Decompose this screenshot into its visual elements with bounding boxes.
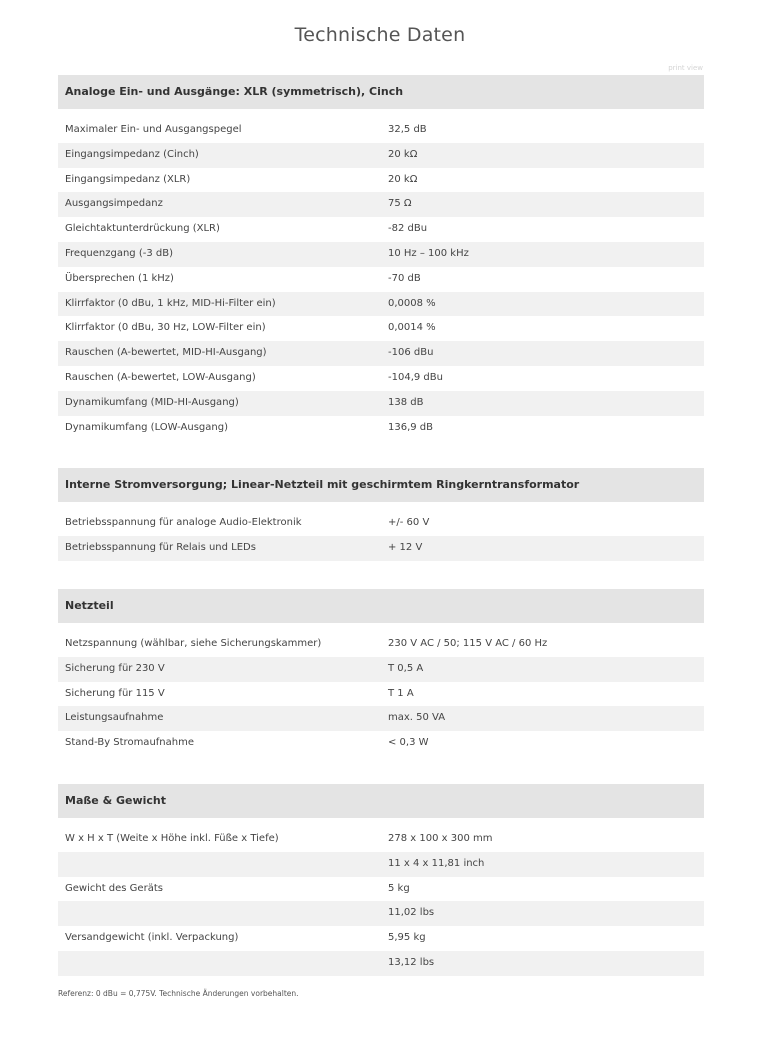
section-header: Netzteil <box>58 589 704 623</box>
table-row <box>58 657 704 682</box>
spec-value: 230 V AC / 50; 115 V AC / 60 Hz <box>388 637 548 649</box>
spec-value: 138 dB <box>388 396 424 408</box>
table-row <box>58 682 704 707</box>
spec-value: 32,5 dB <box>388 124 427 135</box>
spec-value: 278 x 100 x 300 mm <box>388 832 493 844</box>
spec-value: T 1 A <box>388 687 414 699</box>
table-row <box>58 316 704 341</box>
spec-label: Leistungsaufnahme <box>65 712 164 724</box>
section-header: Analoge Ein- und Ausgänge: XLR (symmetrisch), Cinch <box>58 75 704 109</box>
spec-value: 136,9 dB <box>388 421 434 433</box>
spec-value: 75 Ω <box>388 198 412 210</box>
spec-value: 20 kΩ <box>388 173 418 185</box>
spec-label: Ausgangsimpedanz <box>65 198 163 210</box>
spec-label: Eingangsimpedanz (XLR) <box>65 173 191 185</box>
spec-label: W x H x T (Weite x Höhe inkl. Füße x Tiefe) <box>65 832 279 844</box>
spec-label: Frequenzgang (-3 dB) <box>65 247 173 259</box>
table-row <box>58 877 704 902</box>
print-view-mark: print view <box>668 64 703 72</box>
spec-label: Sicherung für 230 V <box>65 662 165 674</box>
spec-value: max. 50 VA <box>388 712 446 724</box>
spec-value: < 0,3 W <box>388 737 429 749</box>
spec-label <box>58 852 381 877</box>
spec-value: 5,95 kg <box>388 932 426 944</box>
spec-section <box>58 468 704 561</box>
spec-value: -104,9 dBu <box>388 371 443 383</box>
spec-label: Betriebsspannung für analoge Audio-Elektronik <box>65 517 302 529</box>
footnote: Referenz: 0 dBu = 0,775V. Technische Änderungen vorbehalten. <box>58 989 299 998</box>
spec-value: 10 Hz – 100 kHz <box>388 247 469 259</box>
table-row <box>58 391 704 416</box>
page-title: Technische Daten <box>294 24 466 46</box>
table-row <box>58 217 704 242</box>
table-row <box>58 118 704 143</box>
table-row <box>58 242 704 267</box>
spec-value: -82 dBu <box>388 223 428 235</box>
spec-value: 11,02 lbs <box>388 907 435 919</box>
table-row <box>58 366 704 391</box>
spec-label: Rauschen (A-bewertet, MID-HI-Ausgang) <box>65 347 267 359</box>
spec-label: Stand-By Stromaufnahme <box>65 737 194 749</box>
table-row <box>58 706 704 731</box>
table-row <box>58 168 704 193</box>
table-row <box>58 632 704 657</box>
spec-label: Sicherung für 115 V <box>65 687 165 699</box>
spec-label: Klirrfaktor (0 dBu, 30 Hz, LOW-Filter ein) <box>65 322 266 334</box>
spec-value: 11 x 4 x 11,81 inch <box>388 857 485 869</box>
spec-label: Rauschen (A-bewertet, LOW-Ausgang) <box>65 371 256 383</box>
spec-value: +/- 60 V <box>388 517 430 529</box>
spec-section <box>58 75 704 440</box>
table-row <box>58 143 704 168</box>
spec-label: Versandgewicht (inkl. Verpackung) <box>65 932 239 944</box>
spec-value: 0,0014 % <box>388 322 436 334</box>
section-header: Maße & Gewicht <box>58 784 704 818</box>
table-row <box>58 536 704 561</box>
spec-label: Dynamikumfang (LOW-Ausgang) <box>65 421 228 433</box>
spec-section <box>58 589 704 756</box>
spec-section <box>58 784 704 976</box>
spec-value: 0,0008 % <box>388 297 436 309</box>
spec-table <box>58 632 704 756</box>
spec-label <box>58 901 381 926</box>
spec-label: Maximaler Ein- und Ausgangspegel <box>65 124 242 135</box>
table-row <box>58 416 704 441</box>
spec-table <box>58 827 704 976</box>
spec-label: Klirrfaktor (0 dBu, 1 kHz, MID-Hi-Filter ein) <box>65 297 276 309</box>
table-row <box>58 341 704 366</box>
spec-label: Gewicht des Geräts <box>65 882 163 894</box>
table-row <box>58 852 704 877</box>
table-row <box>58 827 704 852</box>
spec-label <box>58 951 381 976</box>
spec-label: Netzspannung (wählbar, siehe Sicherungskammer) <box>65 637 322 649</box>
spec-value: -106 dBu <box>388 347 434 359</box>
spec-label: Übersprechen (1 kHz) <box>65 272 174 284</box>
spec-value: 13,12 lbs <box>388 956 435 968</box>
spec-label: Eingangsimpedanz (Cinch) <box>65 148 199 160</box>
table-row <box>58 926 704 951</box>
table-row <box>58 292 704 317</box>
table-row <box>58 731 704 756</box>
spec-table <box>58 118 704 440</box>
table-row <box>58 192 704 217</box>
spec-value: T 0,5 A <box>388 662 424 674</box>
table-row <box>58 267 704 292</box>
spec-label: Dynamikumfang (MID-HI-Ausgang) <box>65 396 239 408</box>
table-row <box>58 901 704 926</box>
spec-table <box>58 511 704 561</box>
spec-label: Betriebsspannung für Relais und LEDs <box>65 542 256 554</box>
spec-content <box>58 75 704 1004</box>
table-row <box>58 951 704 976</box>
section-header: Interne Stromversorgung; Linear-Netzteil mit geschirmtem Ringkerntransformator <box>58 468 704 502</box>
spec-value: + 12 V <box>388 542 423 554</box>
spec-value: 20 kΩ <box>388 148 418 160</box>
spec-value: 5 kg <box>388 882 410 894</box>
spec-value: -70 dB <box>388 272 421 284</box>
spec-label: Gleichtaktunterdrückung (XLR) <box>65 223 220 235</box>
table-row <box>58 511 704 536</box>
